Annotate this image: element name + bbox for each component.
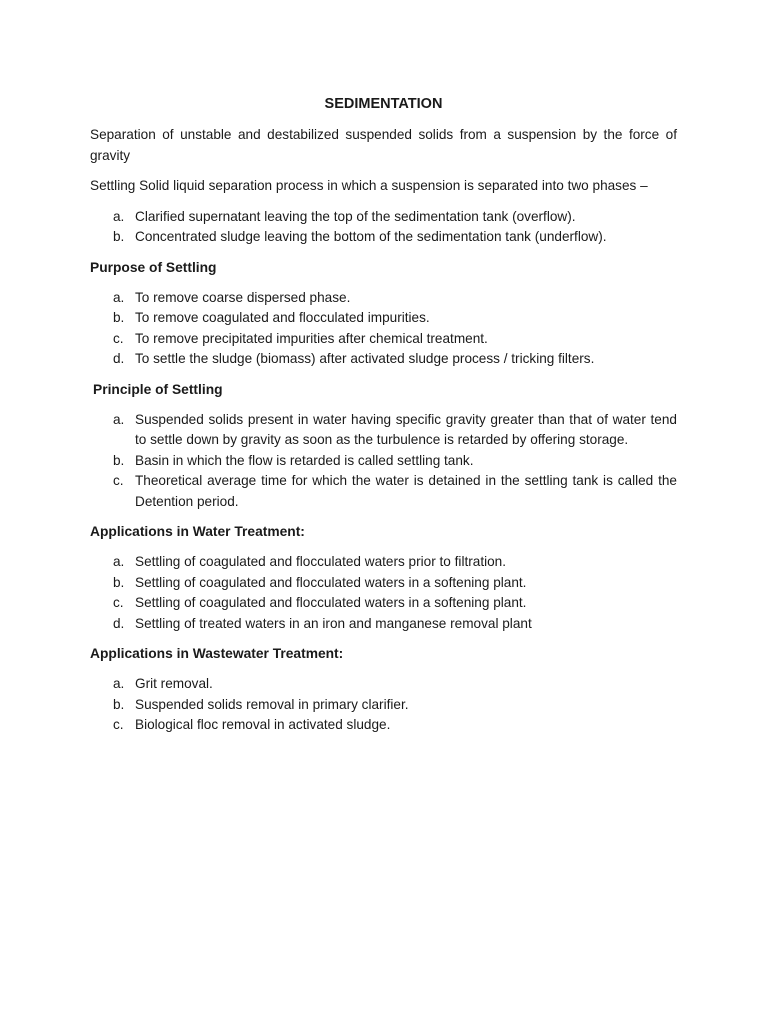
list-item: [90, 614, 677, 635]
list-marker: b.: [113, 310, 125, 325]
list-marker: b.: [113, 696, 125, 712]
list-marker: a.: [113, 411, 125, 427]
list-item: [90, 573, 677, 594]
section-heading-purpose: Purpose of Settling: [90, 259, 217, 275]
list-marker: c.: [113, 595, 124, 610]
list-item-text: Biological floc removal in activated sludge.: [135, 717, 391, 732]
list-item-text: Suspended solids removal in primary clarifier.: [135, 696, 409, 712]
list-item: [90, 471, 677, 512]
list-marker: b.: [113, 574, 125, 590]
principle-list: [90, 410, 677, 513]
list-item: [90, 695, 677, 716]
list-item-text: Clarified supernatant leaving the top of the sedimentation tank (overflow).: [135, 208, 576, 224]
list-marker: d.: [113, 615, 125, 631]
list-item-text: Grit removal.: [135, 676, 213, 691]
list-item-text: Suspended solids present in water having specific gravity greater than that of water tend to settle down by gravity as soon as the turbulence is retarded by offering storage.: [135, 411, 677, 447]
list-marker: a.: [113, 289, 125, 305]
list-item-text: Settling of coagulated and flocculated waters in a softening plant.: [135, 574, 527, 590]
list-marker: c.: [113, 330, 124, 346]
section-heading-water-treatment: Applications in Water Treatment:: [90, 524, 305, 539]
list-item: [90, 288, 677, 309]
purpose-list: [90, 288, 677, 370]
list-marker: c.: [113, 717, 124, 732]
list-marker: a.: [113, 676, 125, 691]
water-treatment-list: [90, 552, 677, 634]
section-heading-principle: Principle of Settling: [93, 381, 223, 397]
list-item-text: Settling of treated waters in an iron and manganese removal plant: [135, 615, 532, 631]
list-item: [90, 329, 677, 350]
list-item-text: Settling of coagulated and flocculated waters in a softening plant.: [135, 595, 527, 610]
intro-paragraph: Separation of unstable and destabilized suspended solids from a suspension by the force of gravity: [90, 127, 677, 163]
list-item: [90, 451, 677, 472]
list-item-text: To remove coarse dispersed phase.: [135, 289, 351, 305]
list-item: [90, 674, 677, 695]
list-marker: d.: [113, 351, 125, 366]
list-marker: a.: [113, 554, 125, 569]
list-marker: b.: [113, 229, 125, 244]
list-item: [90, 227, 677, 248]
list-item-text: To settle the sludge (biomass) after activated sludge process / tricking filters.: [135, 351, 595, 366]
list-item: [90, 308, 677, 329]
list-marker: a.: [113, 208, 125, 224]
list-item-text: To remove coagulated and flocculated impurities.: [135, 310, 430, 325]
page-title: SEDIMENTATION: [324, 96, 443, 112]
phases-list: [90, 207, 677, 248]
list-item: [90, 410, 677, 451]
list-item-text: Theoretical average time for which the water is detained in the settling tank is called the Detention period.: [135, 473, 677, 509]
section-heading-wastewater-treatment: Applications in Wastewater Treatment:: [90, 646, 344, 661]
list-marker: c.: [113, 473, 124, 488]
list-item: [90, 349, 677, 370]
list-item: [90, 207, 677, 228]
wastewater-treatment-list: [90, 674, 677, 736]
list-item-text: Basin in which the flow is retarded is called settling tank.: [135, 452, 474, 468]
list-item: [90, 593, 677, 614]
list-item: [90, 715, 677, 736]
list-marker: b.: [113, 452, 125, 468]
document-body: [90, 94, 677, 746]
settling-definition-paragraph: Settling Solid liquid separation process in which a suspension is separated into two phases –: [90, 178, 648, 193]
list-item: [90, 552, 677, 573]
list-item-text: To remove precipitated impurities after chemical treatment.: [135, 330, 488, 346]
list-item-text: Concentrated sludge leaving the bottom of the sedimentation tank (underflow).: [135, 229, 607, 244]
list-item-text: Settling of coagulated and flocculated waters prior to filtration.: [135, 554, 507, 569]
